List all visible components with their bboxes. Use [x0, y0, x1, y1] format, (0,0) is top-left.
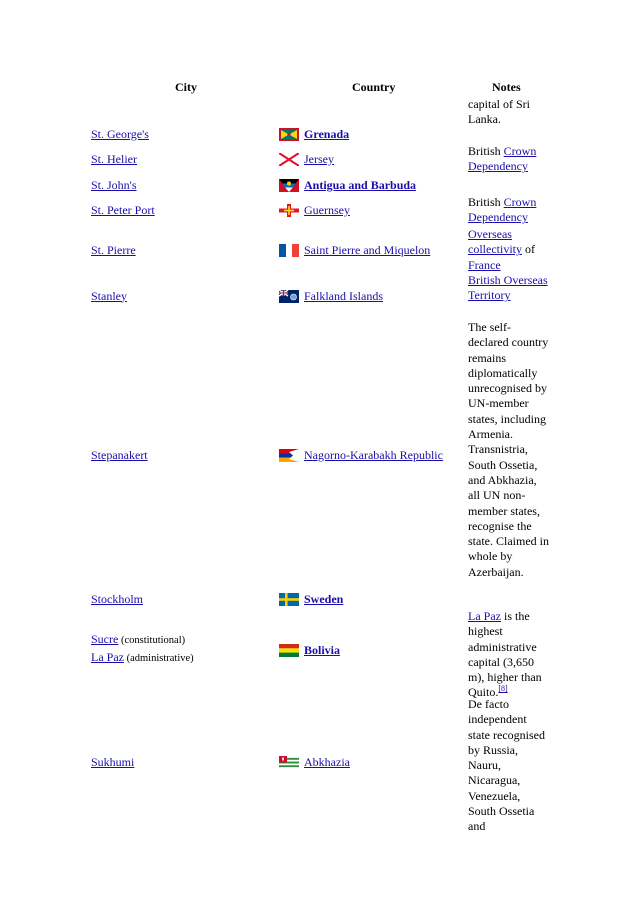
country-link[interactable]: Jersey	[304, 152, 334, 166]
sweden-flag-icon	[279, 593, 299, 606]
header-city: City	[175, 80, 197, 94]
city-link[interactable]: Stanley	[91, 288, 127, 303]
overseas-collectivity-link[interactable]: Overseas collectivity	[468, 227, 522, 257]
notes-cell	[468, 273, 550, 304]
notes-cell	[468, 609, 550, 701]
city-note: (constitutional)	[118, 635, 186, 646]
header-notes: Notes	[492, 80, 521, 94]
notes-text: is the highest administrative capital (3,650 m), higher than Quito.	[468, 609, 542, 700]
table-row	[0, 195, 638, 226]
antigua-flag-icon	[279, 179, 299, 192]
la-paz-link[interactable]: La Paz	[91, 650, 124, 664]
la-paz-note-link[interactable]: La Paz	[468, 609, 501, 623]
table-row	[0, 176, 638, 194]
crown-dependency-link[interactable]: Crown Dependency	[468, 144, 537, 174]
city-note: (administrative)	[123, 653, 194, 664]
country-link[interactable]: Sweden	[304, 591, 344, 606]
notes-text: of	[521, 242, 535, 257]
table-row	[0, 273, 638, 319]
table-row	[0, 320, 638, 590]
notes-cell	[468, 227, 550, 273]
jersey-flag-icon	[279, 153, 299, 166]
sucre-link[interactable]: Sucre	[91, 632, 119, 646]
notes-cell: De facto independent state recognised by Russia, Nauru, Nicaragua, Venezuela, South Ossetia and	[468, 697, 545, 834]
france-link[interactable]: France	[468, 257, 501, 272]
bolivia-flag-icon	[279, 644, 299, 657]
country-link[interactable]: Abkhazia	[304, 754, 350, 769]
abkhazia-flag-icon	[279, 756, 299, 769]
table-row	[0, 697, 638, 834]
table-row	[0, 227, 638, 273]
table-row	[0, 125, 638, 143]
country-link[interactable]: Grenada	[304, 126, 350, 141]
city-link[interactable]: St. Pierre	[91, 242, 136, 257]
city-link[interactable]: Sukhumi	[91, 754, 135, 769]
falkland-flag-icon	[279, 290, 299, 303]
city-link[interactable]: Stepanakert	[91, 447, 148, 462]
city-link[interactable]: St. George's	[91, 126, 149, 141]
notes-cell	[468, 195, 550, 226]
reference-link[interactable]: [8]	[498, 684, 508, 694]
table-row	[0, 144, 638, 175]
british-overseas-territory-link[interactable]: British Overseas Territory	[468, 273, 548, 303]
country-link[interactable]: Antigua and Barbuda	[304, 177, 417, 192]
notes-text: British	[468, 195, 504, 209]
header-country: Country	[352, 80, 396, 94]
country-link[interactable]: Saint Pierre and Miquelon	[304, 242, 431, 257]
country-link[interactable]: Falkland Islands	[304, 288, 383, 303]
crown-dependency-link[interactable]: Crown Dependency	[468, 195, 537, 225]
notes-cell	[468, 144, 550, 175]
country-link[interactable]: Bolivia	[304, 642, 341, 657]
city-link[interactable]: Stockholm	[91, 591, 144, 606]
notes-continuation: capital of Sri Lanka.	[468, 97, 530, 127]
notes-cell: The self-declared country remains diplomatically unrecognised by UN-member states, including Armenia. Transnistria, South Ossetia, and Abkhazia, all UN non-member states, recognise the state. Claimed in whole by Azerbaijan.	[468, 320, 549, 579]
country-link[interactable]: Nagorno-Karabakh Republic	[304, 447, 443, 462]
notes-text: British	[468, 144, 504, 158]
city-link[interactable]: St. Peter Port	[91, 203, 155, 217]
table-row	[0, 606, 638, 700]
city-link[interactable]: St. John's	[91, 177, 137, 192]
grenada-flag-icon	[279, 128, 299, 141]
france-flag-icon	[279, 244, 299, 257]
guernsey-flag-icon	[279, 204, 299, 217]
city-link[interactable]: St. Helier	[91, 152, 137, 166]
country-link[interactable]: Guernsey	[304, 203, 350, 217]
nagorno-karabakh-flag-icon	[279, 449, 299, 462]
